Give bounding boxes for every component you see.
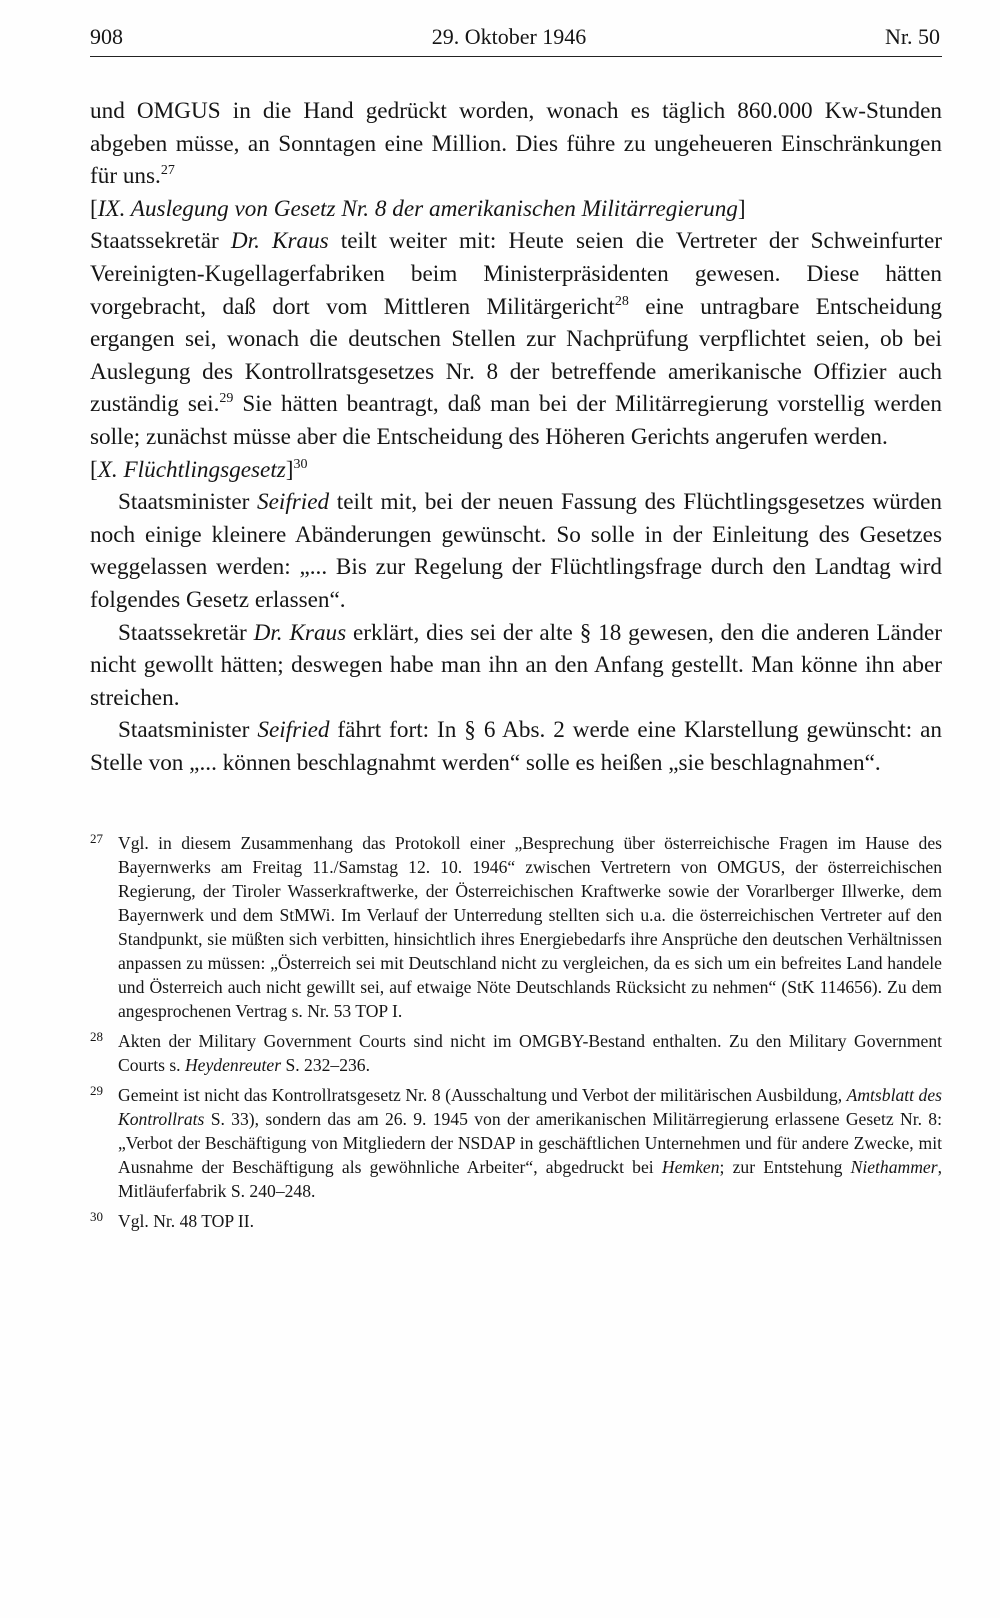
section-heading-x: [X. Flüchtlingsgesetz]$^{30}$ bbox=[90, 456, 308, 483]
footnote-number: 27 bbox=[90, 831, 103, 847]
footnote-number: 29 bbox=[90, 1083, 103, 1099]
footnote-ref-29: 29 bbox=[219, 391, 234, 407]
footnote-29: 29 Gemeint ist nicht das Kontrollratsgesetz Nr. 8 (Ausschaltung und Verbot der militärischen Ausbildung, Amtsblatt des Kontrollrats S. 33), sondern das am 26. 9. 1945 von der amerikanischen Militärregierung erlassene Gesetz Nr. 8: „Verbot der Beschäftigung von Mitgliedern der NSDAP in geschäftlichen Unternehmen und für andere Zwecke, mit Ausnahme der Beschäftigung als gewöhnliche Arbeiter“, abgedruckt bei Hemken; zur Entstehung Niethammer, Mitläuferfabrik S. 240–248. bbox=[90, 1083, 942, 1202]
footnote-number: 30 bbox=[90, 1209, 103, 1225]
header-date: 29. Oktober 1946 bbox=[431, 24, 587, 49]
speaker-name: Seifried bbox=[257, 717, 330, 744]
cited-author: Niethammer bbox=[850, 1157, 938, 1178]
body-text bbox=[90, 95, 942, 779]
footnote-number: 28 bbox=[90, 1029, 103, 1045]
page-number: 908 bbox=[90, 24, 123, 49]
speaker-name: Kraus bbox=[282, 619, 347, 646]
paragraph-kraus-1: Staatssekretär Dr. Kraus teilt weiter mit: Heute seien die Vertreter der Schweinfurter Vereinigten-Kugellagerfabriken beim Ministerpräsidenten gewesen. Diese hätten vorgebracht, daß dort vom Mittleren Militärgericht$^{28}$ eine untragbare Entscheidung ergangen sei, wonach die deutschen Stellen zur Nachprüfung verpflichtet seien, ob bei Auslegung des Kontrollratsgesetzes Nr. 8 der betreffende amerikanische Offizier auch zuständig sei.$^{29}$ Sie hätten beantragt, daß man bei der Militärregierung vorstellig werden solle; zunächst müsse aber die Entscheidung des Höheren Gerichts angerufen werden. bbox=[90, 228, 942, 450]
section-title-x: X. Flüchtlingsgesetz bbox=[97, 456, 286, 483]
paragraph-kraus-2: Staatssekretär Dr. Kraus erklärt, dies sei der alte § 18 gewesen, den die anderen Länder nicht gewollt hätten; deswegen habe man ihn an den Anfang gestellt. Man könne ihn aber streichen. bbox=[90, 619, 942, 711]
paragraph-seifried-2: Staatsminister Seifried fährt fort: In § 6 Abs. 2 werde eine Klarstellung gewünscht: an Stelle von „... können beschlagnahmt werden“ solle es heißen „sie beschlagnahmen“. bbox=[90, 717, 942, 776]
footnote-ref-30: 30 bbox=[293, 456, 308, 472]
cited-source: Amtsblatt des Kontrollrats bbox=[118, 1085, 942, 1130]
footnote-27: 27 Vgl. in diesem Zusammenhang das Protokoll einer „Besprechung über österreichische Fragen im Hause des Bayernwerks am Freitag 11./Samstag 12. 10. 1946“ zwischen Vertretern von OMGUS, der österreichischen Regierung, der Tiroler Wasserkraftwerke, der Österreichischen Kraftwerke sowie der Vorarlberger Illwerke, dem Bayernwerk und dem StMWi. Im Verlauf der Unterredung stellten sich u.a. die österreichischen Vertreter auf den Standpunkt, sie müßten sich verbitten, hinsichtlich ihres Energiebedarfs ihre Ansprüche den deutschen Verhältnissen anpassen zu müssen: „Österreich sei mit Deutschland nicht zu vergleichen, da es sich um ein befreites Land handele und Österreich auch nicht gewillt sei, auf etwaige Nöte Deutschlands Rücksicht zu nehmen“ (StK 114656). Zu dem angesprochenen Vertrag s. Nr. 53 TOP I. bbox=[90, 831, 942, 1022]
footnote-28: 28 Akten der Military Government Courts sind nicht im OMGBY-Bestand enthalten. Zu den Military Government Courts s. Heydenreuter S. 232–236. bbox=[90, 1029, 942, 1076]
running-header bbox=[90, 22, 942, 57]
speaker-title: Dr. bbox=[253, 619, 283, 646]
footnote-ref-28: 28 bbox=[614, 293, 629, 309]
footnotes bbox=[90, 831, 942, 1233]
section-heading-ix: [IX. Auslegung von Gesetz Nr. 8 der amerikanischen Militärregierung] bbox=[90, 195, 746, 222]
cited-author: Heydenreuter bbox=[184, 1055, 282, 1076]
speaker-title: Dr. bbox=[230, 228, 260, 255]
header-issue: Nr. 50 bbox=[885, 24, 940, 49]
footnote-ref-27: 27 bbox=[160, 163, 175, 179]
paragraph-seifried-1: Staatsminister Seifried teilt mit, bei der neuen Fassung des Flüchtlingsgesetzes würden noch einige kleinere Abänderungen gewünscht. So solle in der Einleitung des Gesetzes weggelassen werden: „... Bis zur Regelung der Flüchtlingsfrage durch den Landtag wird folgendes Gesetz erlassen“. bbox=[90, 489, 942, 613]
speaker-name: Kraus bbox=[259, 228, 329, 255]
footnote-30: 30 Vgl. Nr. 48 TOP II. bbox=[90, 1209, 255, 1232]
cited-author: Hemken bbox=[661, 1157, 720, 1178]
section-title-ix: IX. Auslegung von Gesetz Nr. 8 der amerikanischen Militärregierung bbox=[97, 195, 738, 222]
speaker-name: Seifried bbox=[257, 489, 330, 516]
paragraph-continuation: und OMGUS in die Hand gedrückt worden, wonach es täglich 860.000 Kw-Stunden abgeben müsse, an Sonntagen eine Million. Dies führe zu ungeheueren Einschränkungen für uns.$^{27}$ bbox=[90, 98, 942, 190]
